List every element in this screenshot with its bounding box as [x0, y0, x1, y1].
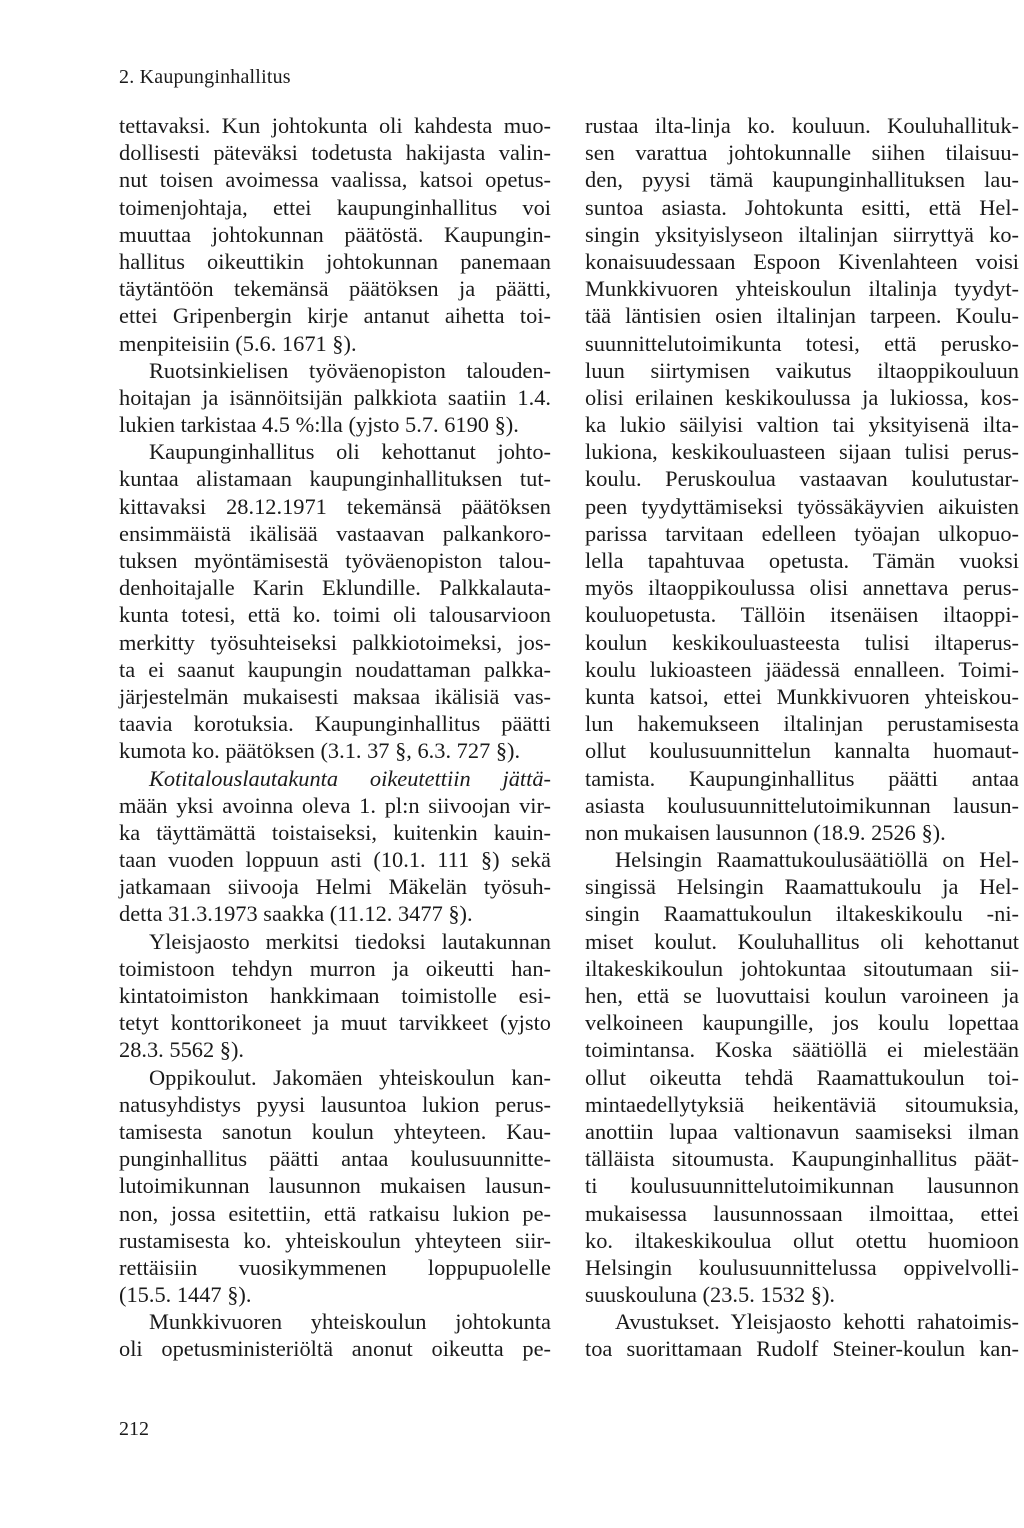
text-line: ettei Gripenbergin kirje antanut aihetta toi-	[119, 303, 551, 329]
text-line: tetyt konttorikoneet ja muut tarvikkeet (yjsto	[119, 1010, 551, 1036]
text-line: taan vuoden loppuun asti (10.1. 111 §) sekä	[119, 847, 551, 873]
text-line: ka täyttämättä toistaiseksi, kuitenkin kauin-	[119, 819, 551, 845]
text-line: kunta katsoi, ettei Munkkivuoren yhteiskou-	[585, 683, 1019, 709]
text-line: tää läntisien osien iltalinjan tarpeen. Koulu-	[585, 303, 1019, 329]
text-line: suntoa asiasta. Johtokunta esitti, että Hel-	[585, 194, 1019, 220]
text-line: anottiin lupaa valtionavun saamiseksi ilman	[585, 1118, 1019, 1144]
text-line: tettavaksi. Kun johtokunta oli kahdesta muo-	[119, 113, 551, 138]
text-line: oli opetusministeriöltä anonut oikeutta pe-	[119, 1336, 551, 1362]
text-line: toimenjohtaja, ettei kaupunginhallitus voi	[119, 194, 551, 220]
text-line: rettäisiin vuosikymmenen loppupuolelle	[119, 1254, 551, 1280]
text-line: velkoineen kaupungille, jos koulu lopettaa	[585, 1010, 1019, 1036]
running-head: 2. Kaupunginhallitus	[119, 66, 291, 88]
text-line: suuskouluna (23.5. 1532 §).	[585, 1282, 836, 1308]
text-line: asiasta koulusuunnittelutoimikunnan lausun-	[585, 792, 1019, 818]
text-line: Kotitalouslautakunta oikeutettiin jättä-	[149, 765, 551, 791]
text-line: tamisesta sanotun koulun yhteyteen. Kau-	[119, 1118, 551, 1144]
text-line: menpiteisiin (5.6. 1671 §).	[119, 330, 357, 356]
text-line: punginhallitus päätti antaa koulusuunnitte-	[119, 1146, 551, 1172]
text-line: merkitty työsuhteiseksi palkkiotoimeksi, jos-	[119, 629, 551, 655]
text-line: nut toisen avoimessa vaalissa, katsoi opetus-	[119, 167, 551, 193]
text-line: suunnittelutoimikunta totesi, että perusko-	[585, 330, 1019, 356]
text-line: Oppikoulut. Jakomäen yhteiskoulun kan-	[149, 1064, 551, 1090]
text-line: den, pyysi tämä kaupunginhallituksen lau-	[585, 167, 1019, 193]
text-line: kunta totesi, että ko. toimi oli talousarvioon	[119, 602, 551, 628]
page-number: 212	[119, 1418, 149, 1440]
right-text-column	[585, 112, 1019, 1363]
text-line: parissa tarvitaan edelleen työajan ulkopuo-	[585, 520, 1019, 546]
text-line: hallitus oikeuttikin johtokunnan panemaan	[119, 248, 551, 274]
text-line: ti koulusuunnittelutoimikunnan lausunnon	[585, 1173, 1019, 1199]
text-line: lutoimikunnan lausunnon mukaisen lausun-	[119, 1173, 551, 1199]
text-line: Helsingin koulusuunnittelussa oppivelvolli-	[585, 1254, 1019, 1280]
text-line: lukiona, keskikouluasteen sijaan tulisi perus-	[585, 439, 1019, 465]
text-line: koulun keskikouluasteesta tulisi iltaperus-	[585, 629, 1019, 655]
text-line: iltakeskikoulun johtokuntaa sitoutumaan sii-	[585, 955, 1019, 981]
text-line: mään yksi avoinna oleva 1. pl:n siivoojan vir-	[119, 792, 551, 818]
text-line: taavia korotuksia. Kaupunginhallitus päätti	[119, 711, 551, 737]
text-line: myös iltaoppikoulussa olisi annettava perus-	[585, 575, 1019, 601]
text-line: toimintansa. Koska säätiöllä ei mielestään	[585, 1037, 1019, 1063]
text-line: tälläista sitoumusta. Kaupunginhallitus päät-	[585, 1146, 1019, 1172]
text-line: jatkamaan siivooja Helmi Mäkelän työsuh-	[119, 874, 551, 900]
text-line: ka lukio säilyisi valtion tai yksityisenä ilta-	[585, 412, 1019, 438]
text-line: singin Raamattukoulun iltakeskikoulu -ni-	[585, 901, 1019, 927]
text-line: dollisesti päteväksi todetusta hakijasta valin-	[119, 140, 551, 166]
text-line: ollut koulusuunnittelun kannalta huomaut-	[585, 738, 1019, 764]
text-line: singissä Helsingin Raamattukoulu ja Hel-	[585, 874, 1019, 900]
text-line: detta 31.3.1973 saakka (11.12. 3477 §).	[119, 901, 473, 927]
text-line: kouluopetusta. Tällöin itsenäisen iltaoppi-	[585, 602, 1019, 628]
text-line: kuntaa alistamaan kaupunginhallituksen tut-	[119, 466, 551, 492]
text-line: hen, että se luovuttaisi koulun varoineen ja	[585, 983, 1019, 1008]
text-line: mukaisessa lausunnossaan ilmoittaa, ettei	[585, 1200, 1019, 1226]
text-line: toa suorittamaan Rudolf Steiner-koulun kan-	[585, 1336, 1019, 1362]
text-line: Munkkivuoren yhteiskoulun johtokunta	[149, 1309, 551, 1335]
text-line: non mukaisen lausunnon (18.9. 2526 §).	[585, 819, 946, 845]
text-line: singin yksityislyseon iltalinjan siirryttyä ko-	[585, 221, 1019, 247]
text-line: kittavaksi 28.12.1971 tekemänsä päätöksen	[119, 493, 551, 519]
text-line: kintatoimiston hankkimaan toimistolle esi-	[119, 983, 551, 1008]
text-line: denhoitajalle Karin Eklundille. Palkkalauta-	[119, 575, 551, 601]
text-line: rustamisesta ko. yhteiskoulun yhteyteen siir-	[119, 1227, 551, 1253]
text-line: ko. iltakeskikoulua ollut otettu huomioon	[585, 1227, 1019, 1253]
text-line: järjestelmän mukaisesti maksaa ikälisiä vas-	[119, 683, 551, 709]
left-text-column	[119, 112, 551, 1363]
text-line: koulu. Peruskoulua vastaavan koulutustar-	[585, 466, 1019, 492]
text-line: mintaedellytyksiä heikentäviä sitoumuksia,	[585, 1091, 1019, 1117]
text-line: sen varattua johtokunnalle siihen tilaisuu-	[585, 140, 1019, 166]
text-line: lella tapahtuvaa opetusta. Tämän vuoksi	[585, 548, 1019, 573]
text-line: peen tyydyttämiseksi työssäkäyvien aikuisten	[585, 493, 1019, 519]
text-line: (15.5. 1447 §).	[119, 1282, 252, 1308]
text-line: olisi erilainen keskikoulussa ja lukiossa, kos-	[585, 384, 1019, 410]
text-line: Helsingin Raamattukoulusäätiöllä on Hel-	[615, 847, 1019, 873]
text-line: lukien tarkistaa 4.5 %:lla (yjsto 5.7. 6190 §).	[119, 412, 519, 438]
text-line: muuttaa johtokunnan päätöstä. Kaupungin-	[119, 221, 551, 247]
text-line: non, jossa esitettiin, että ratkaisu lukion pe-	[119, 1200, 551, 1226]
text-line: luun siirtymisen vaikutus iltaoppikouluun	[585, 357, 1019, 383]
text-line: 28.3. 5562 §).	[119, 1037, 245, 1063]
text-line: rustaa ilta-linja ko. kouluun. Kouluhallituk-	[585, 113, 1019, 138]
text-line: konaisuudessaan Espoon Kivenlahteen voisi	[585, 248, 1019, 274]
text-line: toimistoon tehdyn murron ja oikeutti han-	[119, 955, 551, 981]
text-line: miset koulut. Kouluhallitus oli kehottanut	[585, 928, 1019, 954]
text-line: Kaupunginhallitus oli kehottanut johto-	[149, 439, 551, 465]
text-line: tuksen myöntämisestä työväenopiston talou-	[119, 548, 551, 573]
text-line: Avustukset. Yleisjaosto kehotti rahatoimis-	[615, 1309, 1019, 1335]
text-line: koulu lukioasteen jäädessä ennalleen. Toimi-	[585, 656, 1019, 682]
text-line: täytäntöön tekemänsä päätöksen ja päätti,	[119, 276, 551, 302]
text-line: natusyhdistys pyysi lausuntoa lukion perus-	[119, 1091, 551, 1117]
text-line: tamista. Kaupunginhallitus päätti antaa	[585, 765, 1019, 791]
text-line: ollut oikeutta tehdä Raamattukoulun toi-	[585, 1064, 1019, 1090]
text-line: Munkkivuoren yhteiskoulun iltalinja tyydyt-	[585, 276, 1019, 302]
text-line: lun hakemukseen iltalinjan perustamisesta	[585, 711, 1019, 737]
text-line: ensimmäistä ikälisää vastaavan palkankoro-	[119, 520, 551, 546]
text-line: ta ei saanut kaupungin noudattaman palkka-	[119, 656, 551, 682]
text-line: hoitajan ja isännöitsijän palkkiota saatiin 1.4.	[119, 384, 551, 410]
text-line: kumota ko. päätöksen (3.1. 37 §, 6.3. 727 §).	[119, 738, 521, 764]
text-line: Yleisjaosto merkitsi tiedoksi lautakunnan	[149, 928, 551, 954]
text-line: Ruotsinkielisen työväenopiston talouden-	[149, 357, 551, 383]
